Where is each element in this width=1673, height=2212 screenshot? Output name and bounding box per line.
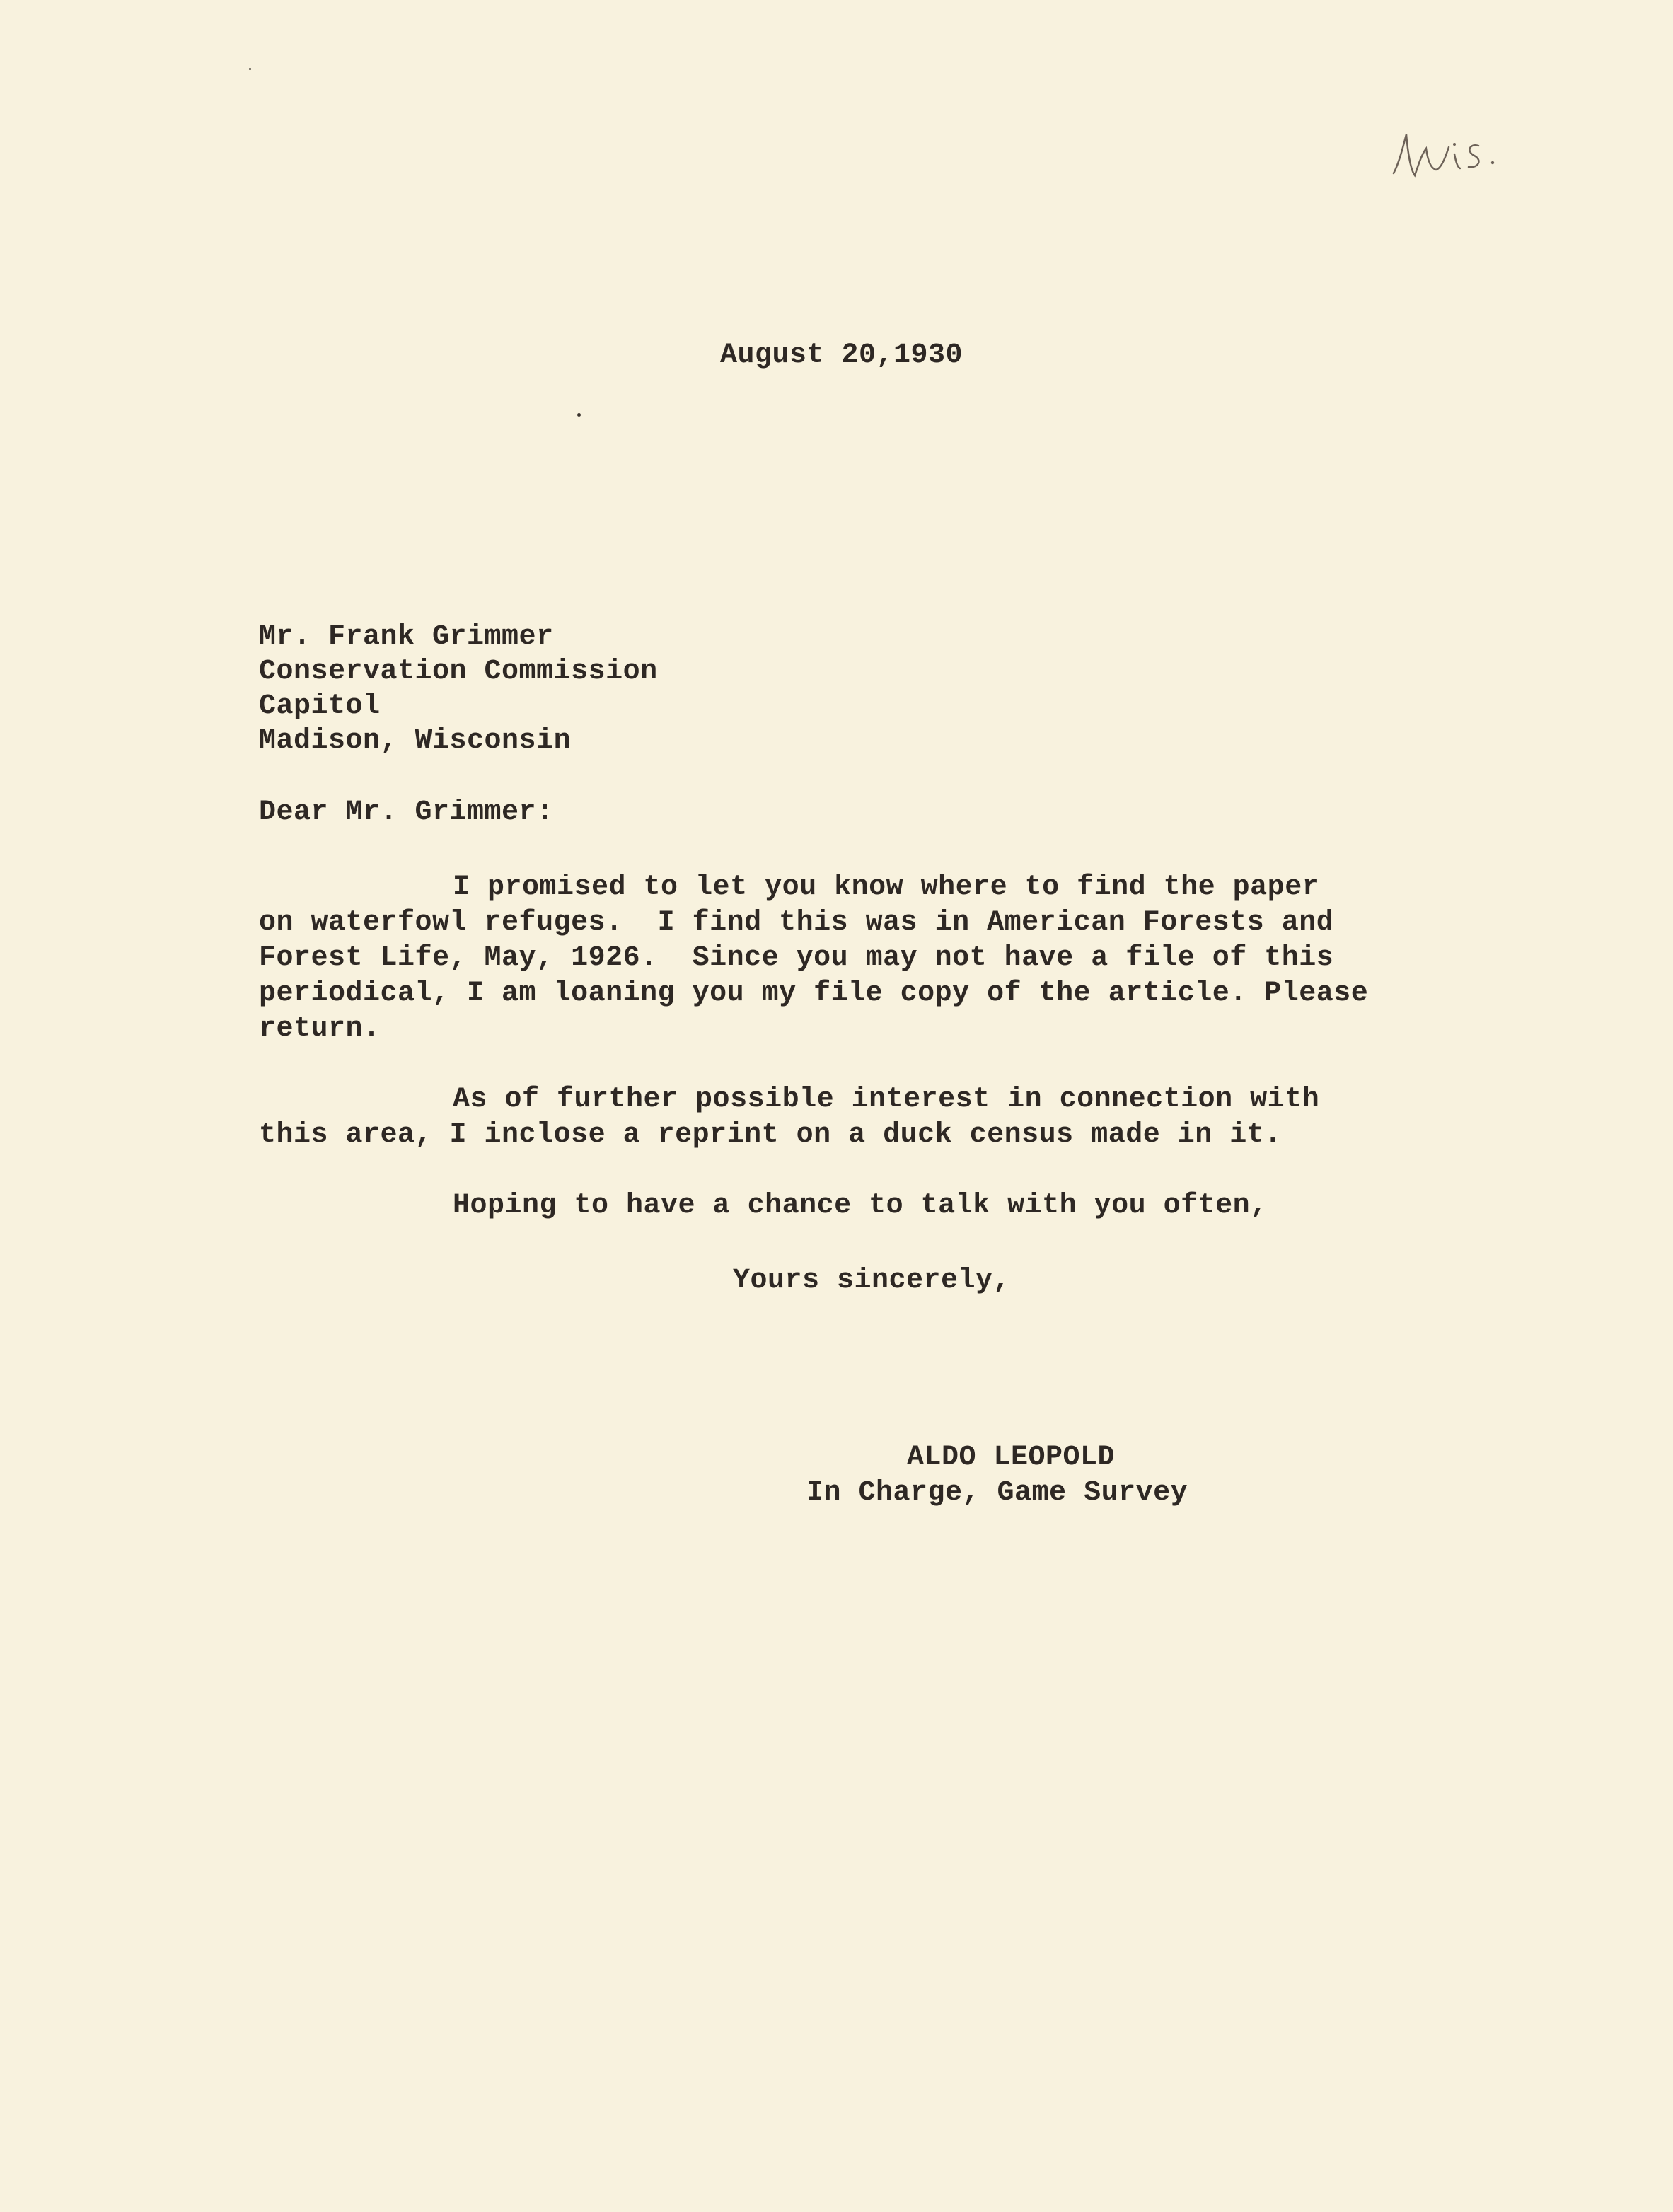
- paragraph-line: I promised to let you know where to find the paper: [453, 872, 1320, 903]
- paragraph-line: Forest Life, May, 1926. Since you may not have a file of this: [259, 942, 1334, 974]
- paragraph-line: As of further possible interest in connection with: [453, 1084, 1320, 1116]
- signature-title: In Charge, Game Survey: [806, 1477, 1188, 1509]
- paragraph-line: periodical, I am loaning you my file copy of the article. Please: [259, 978, 1369, 1009]
- paper-speck: [249, 68, 251, 70]
- salutation: Dear Mr. Grimmer:: [259, 797, 554, 828]
- paragraph-line: on waterfowl refuges. I find this was in American Forests and: [259, 907, 1334, 939]
- recipient-organization: Conservation Commission: [259, 656, 658, 688]
- paper-speck: [577, 413, 581, 417]
- paragraph-line: return.: [259, 1013, 381, 1045]
- recipient-city: Madison, Wisconsin: [259, 725, 572, 757]
- recipient-name: Mr. Frank Grimmer: [259, 621, 554, 653]
- signature-name: ALDO LEOPOLD: [907, 1442, 1116, 1473]
- handwritten-note: [1387, 113, 1514, 198]
- letter-date: August 20,1930: [720, 340, 963, 371]
- paragraph-line: this area, I inclose a reprint on a duck census made in it.: [259, 1119, 1282, 1151]
- closing-paragraph: Hoping to have a chance to talk with you often,: [453, 1190, 1268, 1222]
- recipient-building: Capitol: [259, 690, 381, 722]
- complimentary-close: Yours sincerely,: [733, 1265, 1011, 1297]
